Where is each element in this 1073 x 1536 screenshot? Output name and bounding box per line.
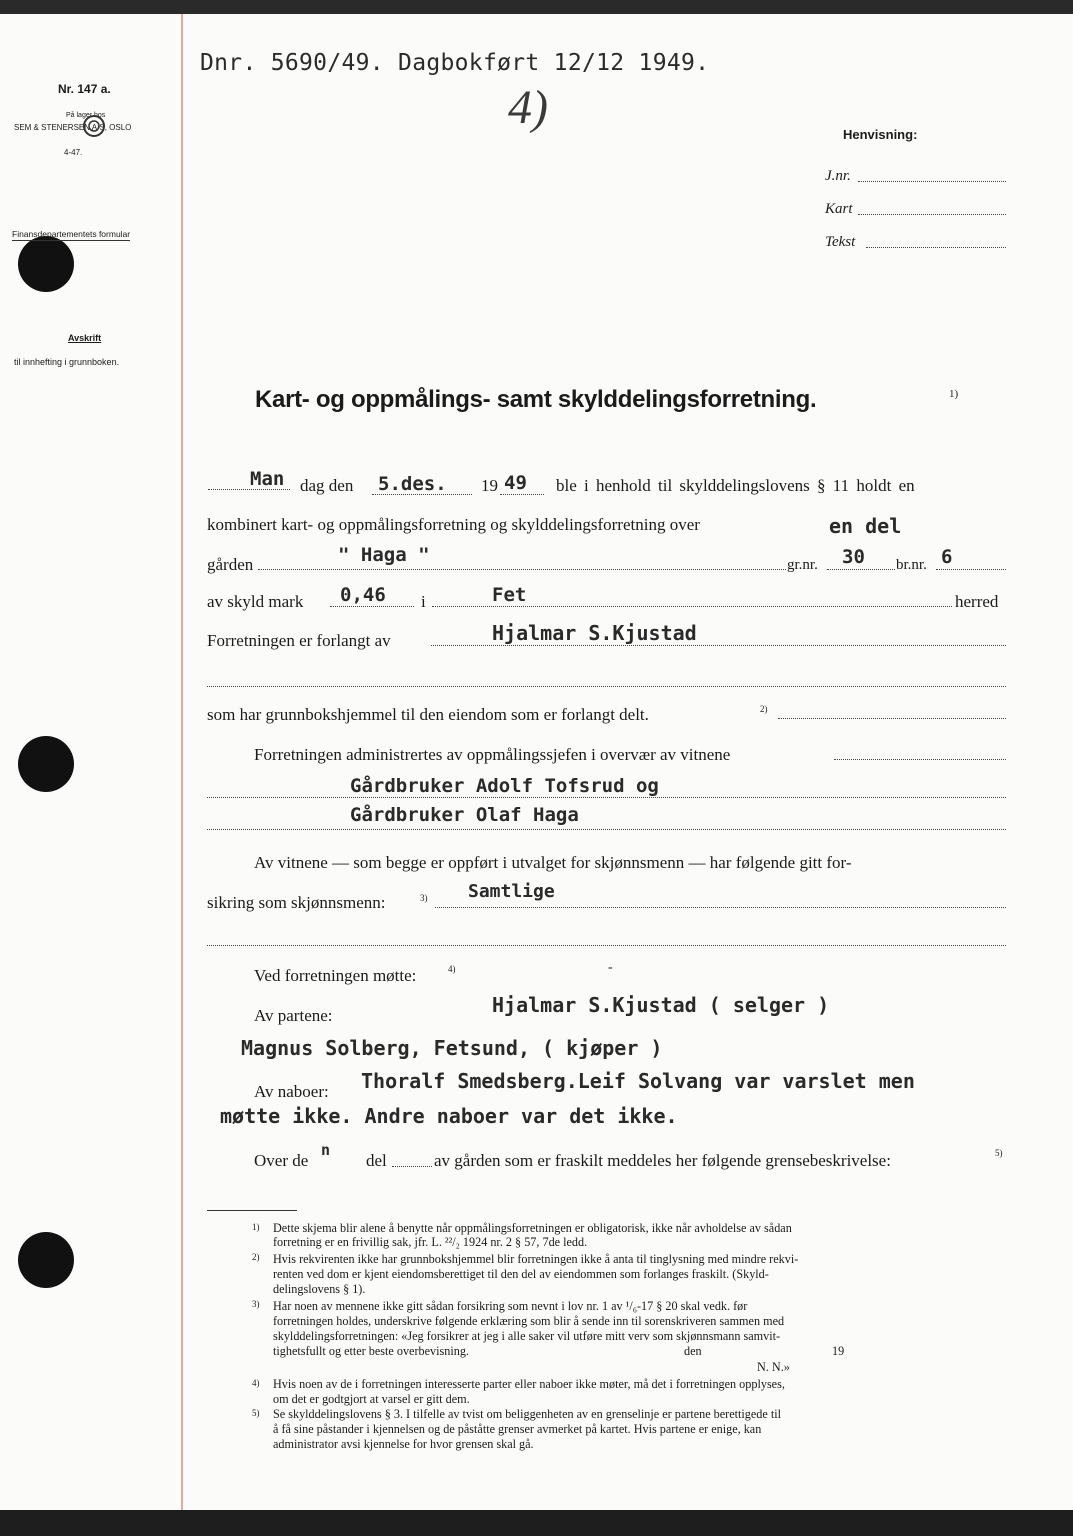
over-label: Over de <box>254 1151 309 1170</box>
reference-tekst-label: Tekst <box>825 234 856 250</box>
date-value: 5.des. <box>378 473 447 495</box>
forlangt-field <box>431 645 1006 646</box>
herred-label: herred <box>955 592 999 611</box>
handwritten-mark: 4) <box>508 81 548 134</box>
copy-note: til innhefting i grunnboken. <box>14 357 120 367</box>
grunnbok-field <box>778 718 1006 719</box>
form-source: Finansdepartementets formular <box>12 229 131 239</box>
forlangt-value: Hjalmar S.Kjustad <box>492 621 697 645</box>
brnr-label: br.nr. <box>896 557 927 573</box>
footnote-1-line-1: Dette skjema blir alene å benytte når oppmålingsforretningen er obligatorisk, ikke når avholdelse av sådan <box>273 1221 792 1235</box>
line1-text: ble i henhold til skylddelingslovens § 11 holdt en <box>556 476 915 495</box>
grnr-field <box>827 569 895 570</box>
form-title: Kart- og oppmålings- samt skylddelingsforretning. <box>255 386 817 413</box>
mote-footnote-ref: 4) <box>448 964 456 974</box>
reference-kart-field <box>858 214 1006 215</box>
vitne-text-1: Av vitnene — som begge er oppført i utvalget for skjønnsmenn — har følgende gitt for- <box>254 853 852 872</box>
seller-value: Hjalmar S.Kjustad ( selger ) <box>492 993 830 1017</box>
title-footnote-ref: 1) <box>949 388 959 400</box>
skyld-field <box>330 606 414 607</box>
brnr-value: 6 <box>941 546 953 568</box>
year-value: 49 <box>504 472 527 494</box>
margin-rule <box>181 14 183 1510</box>
naboer-value-1: Thoralf Smedsberg.Leif Solvang var varslet men <box>361 1069 915 1093</box>
witness-line-2 <box>207 829 1006 830</box>
skyld-value: 0,46 <box>340 584 386 606</box>
footnote-3-num: 3) <box>252 1299 260 1309</box>
footnote-4-line-2: om det er godtgjort at varsel er gitt dem. <box>273 1392 470 1406</box>
witness-line-1 <box>207 797 1006 798</box>
reference-tekst-field <box>866 247 1006 248</box>
vitne-extra-line <box>207 945 1006 946</box>
footnote-5-line-2: å få sine påstander i kjennelsen og de påståtte grenser avmerket på kartet. Hvis partene er enige, kan <box>273 1422 762 1436</box>
form-number: Nr. 147 a. <box>58 82 111 96</box>
footnote-rule <box>207 1210 297 1211</box>
naboer-label: Av naboer: <box>254 1082 329 1101</box>
garden-field <box>258 569 786 570</box>
date-field <box>372 494 472 495</box>
publisher-stamp-icon <box>81 113 107 139</box>
buyer-value: Magnus Solberg, Fetsund, ( kjøper ) <box>241 1036 663 1060</box>
reference-jnr-field <box>858 181 1006 182</box>
herred-value: Fet <box>492 584 527 606</box>
footnote-4-line-1: Hvis noen av de i forretningen interesserte parter eller naboer ikke møter, må det i forretningen opplyses, <box>273 1377 785 1391</box>
footnote-2-num: 2) <box>252 1252 260 1262</box>
footnote-1-num: 1) <box>252 1222 260 1232</box>
journal-stamp: Dnr. 5690/49. Dagbokført 12/12 1949. <box>200 50 710 76</box>
footnote-1-line-2: forretning er en frivillig sak, jfr. L. ²²/₂ 1924 nr. 2 § 57, 7de ledd. <box>273 1235 588 1249</box>
forlangt-label: Forretningen er forlangt av <box>207 631 391 650</box>
grnr-label: gr.nr. <box>787 557 818 573</box>
herred-field <box>432 606 952 607</box>
naboer-value-2: møtte ikke. Andre naboer var det ikke. <box>220 1104 678 1128</box>
forlangt-extra-line <box>207 686 1006 687</box>
witness-2: Gårdbruker Olaf Haga <box>350 804 579 826</box>
admin-text: Forretningen administrertes av oppmålingssjefen i overvær av vitnene <box>254 745 731 764</box>
publisher-line-2: SEM & STENERSEN A/S, OSLO <box>14 123 132 132</box>
footnote-5-line-1: Se skylddelingslovens § 3. I tilfelle av tvist om beliggenheten av en grenselinje er partene berettigede til <box>273 1407 782 1421</box>
footnote-3-year: 19 <box>832 1344 845 1358</box>
footnote-3-line-1: Har noen av mennene ikke gitt sådan forsikring som nevnt i lov nr. 1 av ¹/₆-17 § 20 skal vedk. før <box>273 1299 748 1313</box>
scan-border-top <box>0 0 1073 14</box>
vitne-footnote-ref: 3) <box>420 893 428 903</box>
year-field <box>500 494 544 495</box>
brnr-field <box>936 569 1006 570</box>
footnote-3-line-3: skylddelingsforretningen: «Jeg forsikrer at jeg i alle saker vil utføre mitt verv som skjønnsmann samvit- <box>273 1329 781 1343</box>
i-label: i <box>421 592 426 611</box>
copy-title: Avskrift <box>68 333 102 343</box>
over-value: n <box>321 1141 331 1159</box>
over-footnote-ref: 5) <box>995 1148 1003 1158</box>
reference-jnr-label: J.nr. <box>825 168 851 184</box>
line2-text: kombinert kart- og oppmålingsforretning og skylddelingsforretning over <box>207 515 700 534</box>
dag-den-label: dag den <box>300 476 354 495</box>
admin-field <box>834 759 1006 760</box>
skyld-label: av skyld mark <box>207 592 304 611</box>
punch-hole-top <box>18 236 74 292</box>
del-label: del <box>366 1151 387 1170</box>
footnote-3-nn: N. N.» <box>757 1360 790 1374</box>
punch-hole-bottom <box>18 1232 74 1288</box>
mote-dash: - <box>608 960 613 975</box>
footnote-3-line-2: forretningen holdes, underskrive følgende erklæring som blir å sende inn til sorenskriveren sammen med <box>273 1314 785 1328</box>
footnote-2-line-1: Hvis rekvirenten ikke har grunnbokshjemmel blir forretningen ikke å anta til tinglysning med mindre rekvi- <box>273 1252 799 1266</box>
mote-label: Ved forretningen møtte: <box>254 966 417 985</box>
grunnbok-footnote-ref: 2) <box>760 704 768 714</box>
publisher-line-1: På lager hos <box>66 112 106 119</box>
footnote-2-line-2: renten ved dom er kjent eiendomsberettiget til den del av eiendommen som forlanges fraskilt. (Skyld- <box>273 1267 769 1281</box>
grunnbok-text: som har grunnbokshjemmel til den eiendom som er forlangt delt. <box>207 705 649 724</box>
footnote-5-num: 5) <box>252 1408 260 1418</box>
vitne-field <box>435 907 1006 908</box>
reference-heading: Henvisning: <box>843 127 918 142</box>
vitne-text-2: sikring som skjønnsmenn: <box>207 893 386 912</box>
scan-border-bottom <box>0 1510 1073 1536</box>
punch-hole-middle <box>18 736 74 792</box>
grnr-value: 30 <box>842 546 865 568</box>
footnote-3-den: den <box>684 1344 702 1358</box>
footnote-5-line-3: administrator avsi kjennelse for hvor grensen skal gå. <box>273 1437 534 1451</box>
footnote-2-line-3: delingslovens § 1). <box>273 1282 366 1296</box>
footnote-4-num: 4) <box>252 1378 260 1388</box>
witness-1: Gårdbruker Adolf Tofsrud og <box>350 775 659 797</box>
vitne-value: Samtlige <box>468 881 555 902</box>
date-code: 4-47. <box>64 148 83 157</box>
del-field <box>392 1166 432 1167</box>
footnote-3-line-4: tighetsfullt og etter beste overbevisning. <box>273 1344 469 1358</box>
garden-label: gården <box>207 555 254 574</box>
garden-value: " Haga " <box>338 544 430 566</box>
partene-label: Av partene: <box>254 1006 333 1025</box>
scope-value: en del <box>829 514 902 538</box>
day-field <box>208 489 290 490</box>
over-text: av gården som er fraskilt meddeles her følgende grensebeskrivelse: <box>434 1151 891 1170</box>
day-value: Man <box>250 468 285 490</box>
year-prefix: 19 <box>481 476 498 495</box>
reference-kart-label: Kart <box>825 201 853 217</box>
